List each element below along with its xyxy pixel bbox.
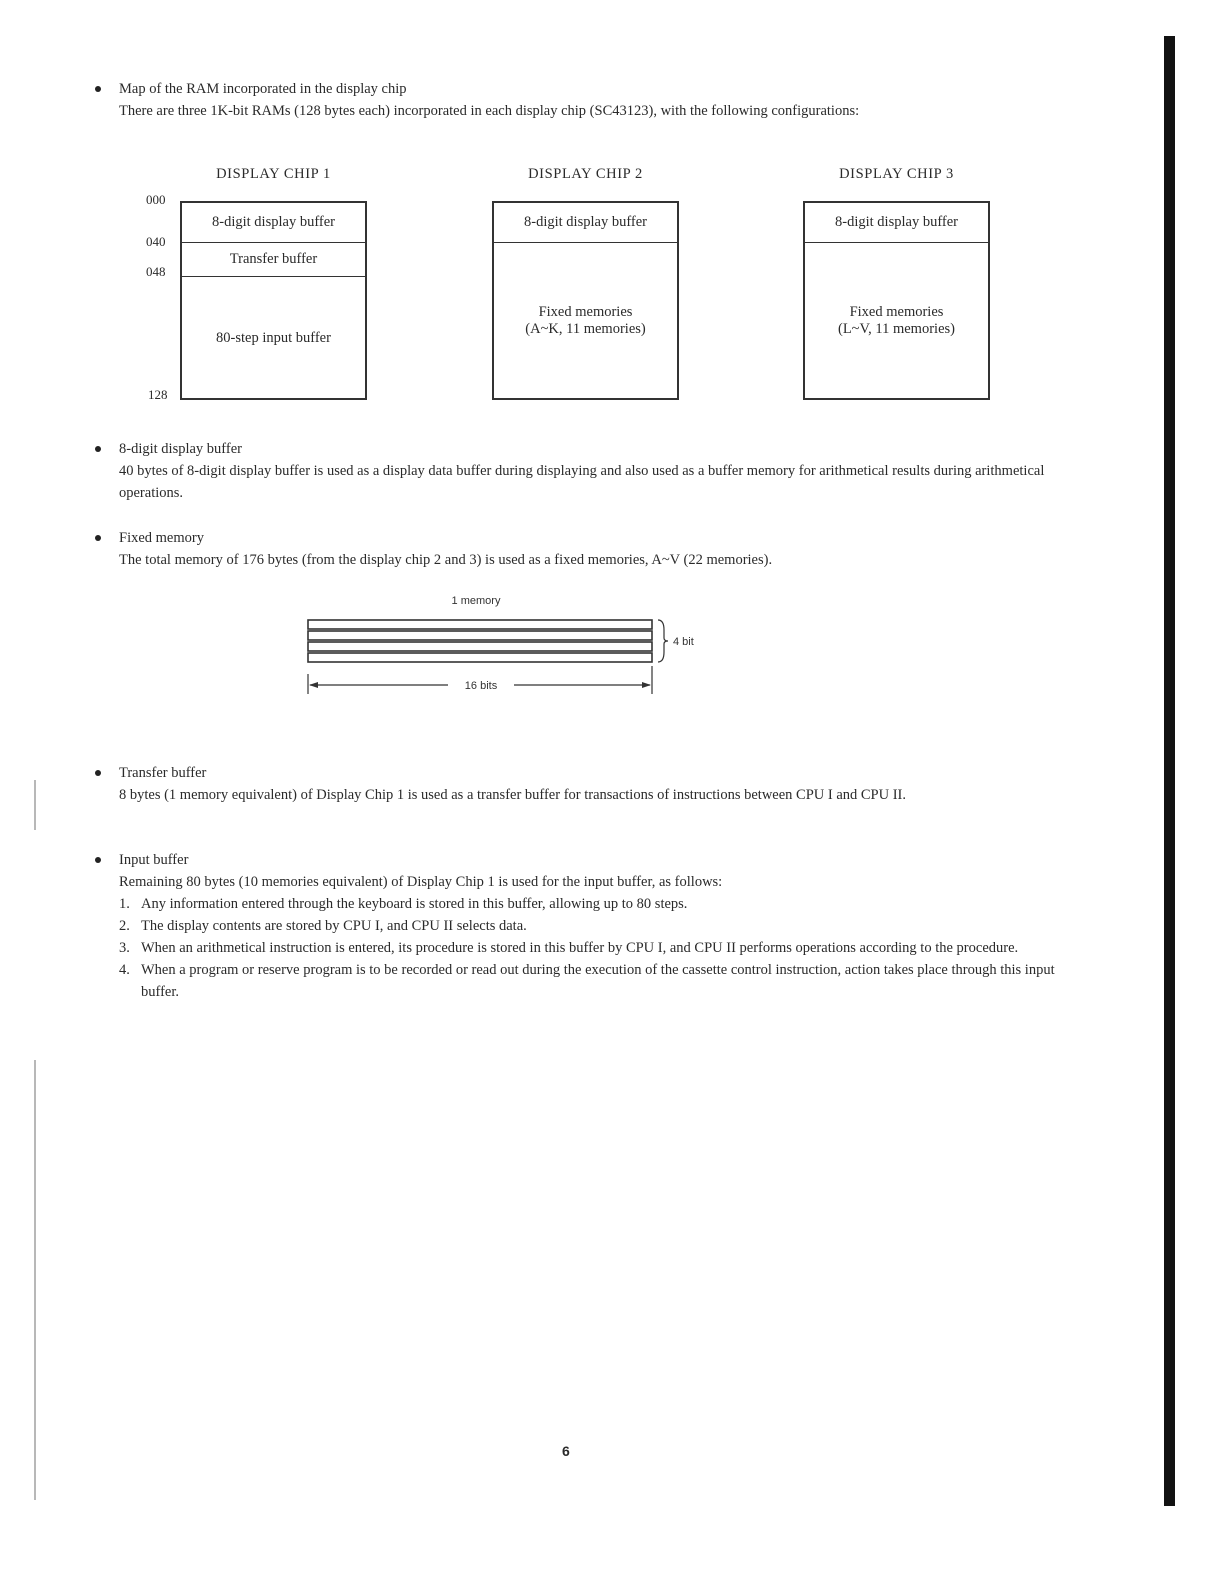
- input-buffer-section: [95, 849, 1070, 1003]
- chip-3-fixed-memories: [805, 243, 988, 399]
- brace-icon: [658, 620, 668, 662]
- section-body: There are three 1K-bit RAMs (128 bytes each) incorporated in each display chip (SC43123), with the following configurations:: [119, 103, 860, 119]
- list-text: Any information entered through the keyboard is stored in this buffer, allowing up to 80 steps.: [141, 896, 688, 912]
- arrow-left-icon: [309, 682, 318, 688]
- bullet-icon: [95, 535, 101, 541]
- memory-bit-row: [308, 653, 652, 662]
- list-text: When an arithmetical instruction is entered, its procedure is stored in this buffer by CPU I, and CPU II performs operations according to the procedure.: [141, 940, 1019, 956]
- list-number: 4.: [119, 962, 130, 978]
- memory-bit-row: [308, 620, 652, 629]
- diagram-bottom-label: 16 bits: [464, 680, 498, 692]
- list-number: 3.: [119, 940, 130, 956]
- chip-title: DISPLAY CHIP 2: [528, 166, 643, 182]
- list-text: When a program or reserve program is to be recorded or read out during the execution of the cassette control instruction, action takes place through this input buffer.: [141, 962, 1055, 1000]
- section-heading: 8-digit display buffer: [119, 441, 242, 457]
- bullet-icon: [95, 770, 101, 776]
- chip-3-display-buffer: 8-digit display buffer: [805, 203, 988, 243]
- chip-1-memory-box: [180, 201, 367, 400]
- chip-2-memory-box: [492, 201, 679, 400]
- memory-word-diagram: [300, 588, 720, 698]
- arrow-right-icon: [642, 682, 651, 688]
- scan-edge-line: [34, 780, 36, 830]
- section-heading: Map of the RAM incorporated in the display chip: [119, 81, 407, 97]
- list-text: The display contents are stored by CPU I, and CPU II selects data.: [141, 918, 527, 934]
- address-label: 048: [146, 264, 166, 279]
- transfer-buffer-section: [95, 762, 1070, 806]
- bullet-icon: [95, 446, 101, 452]
- chip-3-memory-box: [803, 201, 990, 400]
- address-label: 040: [146, 234, 166, 249]
- diagram-right-label: 4 bit: [673, 636, 694, 648]
- input-buffer-list: [95, 893, 1070, 1003]
- intro-section: [95, 78, 1070, 122]
- list-number: 1.: [119, 896, 130, 912]
- bullet-icon: [95, 857, 101, 863]
- fixed-memories-label: Fixed memories: [849, 304, 944, 320]
- chip-1-transfer-buffer: Transfer buffer: [182, 243, 365, 277]
- list-item: [119, 893, 1070, 915]
- chip-1-input-buffer: 80-step input buffer: [216, 329, 331, 346]
- display-buffer-section: [95, 438, 1070, 504]
- list-item: [119, 959, 1070, 1003]
- page-number: 6: [562, 1443, 570, 1459]
- list-number: 2.: [119, 918, 130, 934]
- memory-bit-row: [308, 642, 652, 651]
- section-body: Remaining 80 bytes (10 memories equivalent) of Display Chip 1 is used for the input buffer, as follows:: [119, 874, 723, 890]
- chip-1-display-buffer: 8-digit display buffer: [182, 203, 365, 243]
- chip-2-fixed-memories: [494, 243, 677, 399]
- section-body: 8 bytes (1 memory equivalent) of Display Chip 1 is used as a transfer buffer for transactions of instructions between CPU I and CPU II.: [119, 787, 906, 803]
- scan-edge-bar: [1164, 36, 1175, 1506]
- address-label: 000: [146, 192, 166, 207]
- section-heading: Input buffer: [119, 852, 189, 868]
- diagram-top-label: 1 memory: [451, 595, 501, 607]
- section-heading: Transfer buffer: [119, 765, 207, 781]
- scan-edge-line: [34, 1060, 36, 1500]
- fixed-memories-range: (A~K, 11 memories): [525, 321, 646, 337]
- bullet-icon: [95, 86, 101, 92]
- memory-bit-row: [308, 631, 652, 640]
- section-body: 40 bytes of 8-digit display buffer is used as a display data buffer during displaying and also used as a buffer memory for arithmetical results during arithmetical operations.: [119, 463, 1045, 501]
- fixed-memory-section: [95, 527, 1070, 571]
- section-body: The total memory of 176 bytes (from the display chip 2 and 3) is used as a fixed memories, A~V (22 memories).: [119, 552, 773, 568]
- address-label: 128: [148, 387, 168, 402]
- chip-title: DISPLAY CHIP 1: [216, 166, 331, 182]
- section-heading: Fixed memory: [119, 530, 204, 546]
- list-item: [119, 937, 1070, 959]
- list-item: [119, 915, 1070, 937]
- chip-2-display-buffer: 8-digit display buffer: [494, 203, 677, 243]
- chip-title: DISPLAY CHIP 3: [839, 166, 954, 182]
- fixed-memories-label: Fixed memories: [538, 304, 633, 320]
- fixed-memories-range: (L~V, 11 memories): [838, 321, 955, 337]
